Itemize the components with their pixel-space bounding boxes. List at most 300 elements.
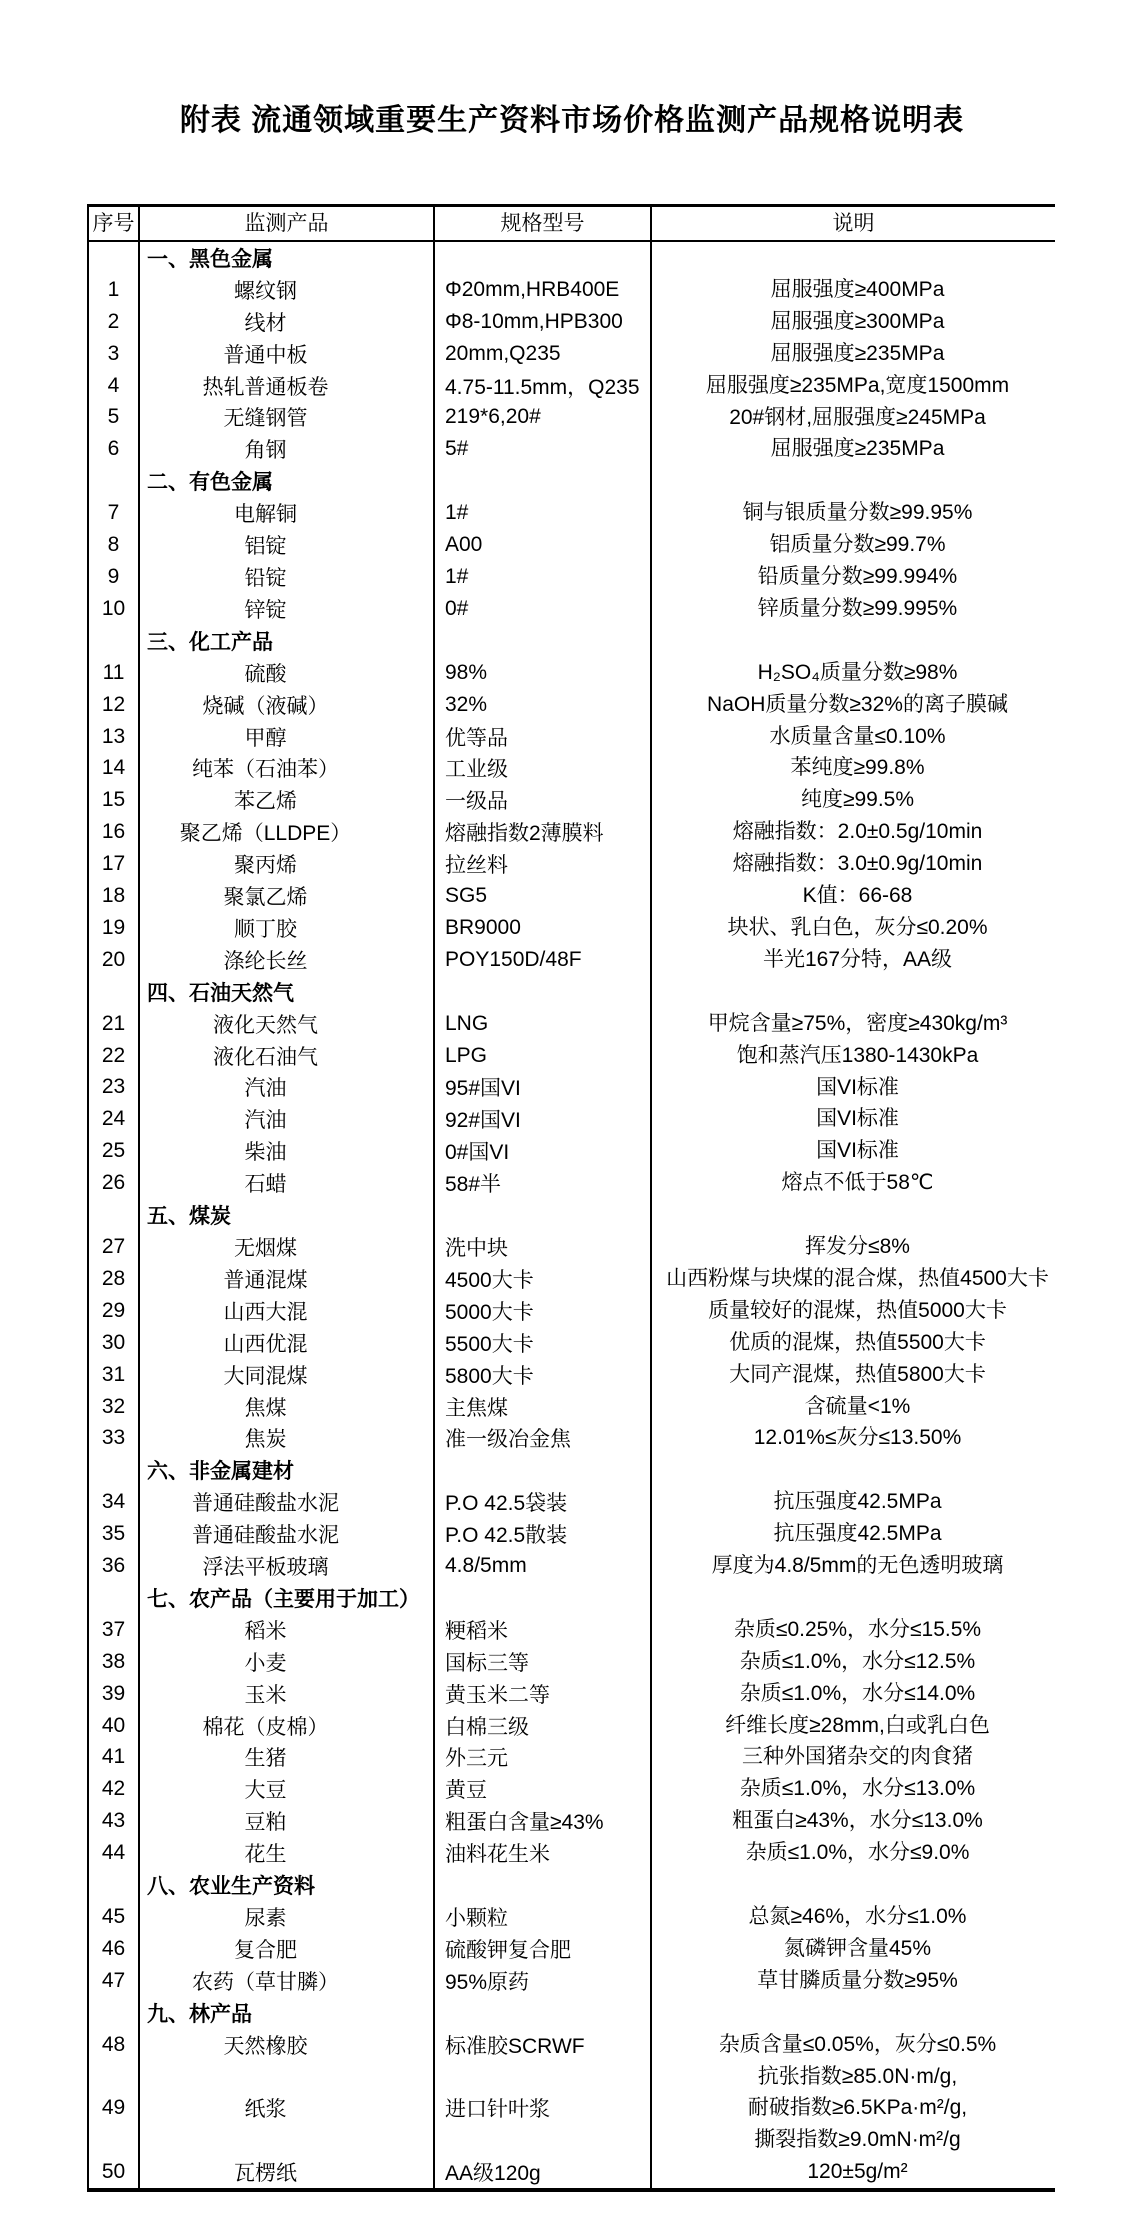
- table-row: [89, 306, 1055, 338]
- spec-cell: 进口针叶浆: [435, 2061, 652, 2157]
- table-row: [89, 1837, 1055, 1869]
- product-cell: 苯乙烯: [140, 784, 435, 816]
- table-row: [89, 1103, 1055, 1135]
- spec-cell: 0#: [435, 593, 652, 625]
- spec-cell: LNG: [435, 1008, 652, 1040]
- serial-cell: 39: [89, 1678, 140, 1710]
- description-cell: 铜与银质量分数≥99.95%: [742, 501, 973, 525]
- product-cell: 聚乙烯（LLDPE）: [140, 816, 435, 848]
- spec-cell: 4.8/5mm: [435, 1550, 652, 1582]
- spec-cell: [435, 465, 652, 497]
- spec-cell: 洗中块: [435, 1231, 652, 1263]
- spec-cell: 国标三等: [435, 1646, 652, 1678]
- serial-cell: 27: [89, 1231, 140, 1263]
- spec-cell: 1#: [435, 561, 652, 593]
- serial-cell: 1: [89, 274, 140, 306]
- product-cell: 稻米: [140, 1614, 435, 1646]
- header-product: 监测产品: [140, 207, 435, 240]
- product-cell: 纯苯（石油苯）: [140, 752, 435, 784]
- product-cell: 无缝钢管: [140, 402, 435, 434]
- section-row: [89, 242, 1055, 274]
- serial-cell: 49: [89, 2061, 140, 2157]
- spec-cell: [435, 1997, 652, 2029]
- header-serial: 序号: [89, 207, 140, 240]
- serial-cell: 6: [89, 433, 140, 465]
- header-spec: 规格型号: [435, 207, 652, 240]
- product-cell: 柴油: [140, 1135, 435, 1167]
- table-row: [89, 1231, 1055, 1263]
- serial-cell: [89, 625, 140, 657]
- product-cell: 涤纶长丝: [140, 944, 435, 976]
- spec-cell: LPG: [435, 1040, 652, 1072]
- section-row: [89, 1869, 1055, 1901]
- product-cell: 普通混煤: [140, 1263, 435, 1295]
- description-cell: 熔融指数：3.0±0.9g/10min: [732, 852, 983, 876]
- serial-cell: 25: [89, 1135, 140, 1167]
- product-cell: 汽油: [140, 1072, 435, 1104]
- table-row: [89, 912, 1055, 944]
- table-row: [89, 593, 1055, 625]
- description-cell: 屈服强度≥235MPa: [770, 437, 945, 461]
- table-row: [89, 1773, 1055, 1805]
- section-row: [89, 625, 1055, 657]
- serial-cell: 15: [89, 784, 140, 816]
- serial-cell: 33: [89, 1422, 140, 1454]
- product-cell: 角钢: [140, 433, 435, 465]
- description-cell: H₂SO₄质量分数≥98%: [757, 660, 958, 684]
- serial-cell: 45: [89, 1901, 140, 1933]
- description-cell: 20#钢材,屈服强度≥245MPa: [729, 405, 986, 429]
- table-row: [89, 1135, 1055, 1167]
- serial-cell: [89, 1199, 140, 1231]
- section-label: 九、林产品: [140, 1997, 435, 2029]
- description-cell: 挥发分≤8%: [805, 1235, 910, 1259]
- spec-cell: 主焦煤: [435, 1391, 652, 1423]
- description-cell: 杂质≤1.0%，水分≤12.5%: [739, 1649, 976, 1673]
- spec-cell: 黄豆: [435, 1773, 652, 1805]
- product-cell: 豆粕: [140, 1805, 435, 1837]
- section-label: 五、煤炭: [140, 1199, 435, 1231]
- serial-cell: 18: [89, 880, 140, 912]
- description-cell: 优质的混煤，热值5500大卡: [729, 1330, 986, 1354]
- spec-cell: 92#国VI: [435, 1103, 652, 1135]
- product-cell: 山西优混: [140, 1327, 435, 1359]
- section-label: 七、农产品（主要用于加工）: [140, 1582, 435, 1614]
- table-body: [89, 242, 1055, 2188]
- spec-cell: 20mm,Q235: [435, 338, 652, 370]
- product-cell: 线材: [140, 306, 435, 338]
- spec-cell: 优等品: [435, 721, 652, 753]
- description-cell: 铝质量分数≥99.7%: [769, 533, 946, 557]
- section-label: 二、有色金属: [140, 465, 435, 497]
- product-cell: 复合肥: [140, 1933, 435, 1965]
- table-row: [89, 274, 1055, 306]
- table-row: [89, 338, 1055, 370]
- table-row: [89, 561, 1055, 593]
- product-cell: 天然橡胶: [140, 2029, 435, 2061]
- description-cell: 半光167分特，AA级: [762, 947, 953, 971]
- serial-cell: [89, 242, 140, 274]
- description-cell: 120±5g/m²: [807, 2160, 908, 2184]
- product-cell: 玉米: [140, 1678, 435, 1710]
- product-cell: 电解铜: [140, 497, 435, 529]
- section-row: [89, 465, 1055, 497]
- product-cell: 螺纹钢: [140, 274, 435, 306]
- description-cell: 草甘膦质量分数≥95%: [757, 1968, 958, 1992]
- serial-cell: 17: [89, 848, 140, 880]
- spec-cell: [435, 976, 652, 1008]
- serial-cell: 12: [89, 689, 140, 721]
- spec-cell: 4500大卡: [435, 1263, 652, 1295]
- spec-cell: 小颗粒: [435, 1901, 652, 1933]
- description-cell: 粗蛋白≥43%，水分≤13.0%: [732, 1809, 983, 1833]
- table-row: [89, 2156, 1055, 2188]
- serial-cell: 28: [89, 1263, 140, 1295]
- spec-cell: 拉丝料: [435, 848, 652, 880]
- table-row: [89, 433, 1055, 465]
- description-cell: 三种外国猪杂交的肉食猪: [742, 1745, 973, 1769]
- section-label: 八、农业生产资料: [140, 1869, 435, 1901]
- serial-cell: 20: [89, 944, 140, 976]
- description-cell: 杂质≤0.25%，水分≤15.5%: [733, 1617, 982, 1641]
- spec-cell: A00: [435, 529, 652, 561]
- table-row: [89, 1805, 1055, 1837]
- serial-cell: 32: [89, 1391, 140, 1423]
- section-label: 六、非金属建材: [140, 1454, 435, 1486]
- serial-cell: [89, 1582, 140, 1614]
- serial-cell: 4: [89, 370, 140, 402]
- section-label: 一、黑色金属: [140, 242, 435, 274]
- serial-cell: [89, 1869, 140, 1901]
- description-cell: [652, 465, 1055, 497]
- serial-cell: 26: [89, 1167, 140, 1199]
- table-row: [89, 784, 1055, 816]
- serial-cell: 13: [89, 721, 140, 753]
- table-row: [89, 1359, 1055, 1391]
- section-row: [89, 1997, 1055, 2029]
- table-row: [89, 2029, 1055, 2061]
- description-cell: [652, 625, 1055, 657]
- description-cell: [652, 1454, 1055, 1486]
- table-row: [89, 370, 1055, 402]
- serial-cell: 16: [89, 816, 140, 848]
- product-cell: 焦煤: [140, 1391, 435, 1423]
- spec-cell: [435, 1454, 652, 1486]
- table-row: [89, 1422, 1055, 1454]
- table-row: [89, 1072, 1055, 1104]
- product-cell: 热轧普通板卷: [140, 370, 435, 402]
- spec-cell: 1#: [435, 497, 652, 529]
- table-row: [89, 1678, 1055, 1710]
- spec-cell: 外三元: [435, 1741, 652, 1773]
- product-cell: 聚丙烯: [140, 848, 435, 880]
- spec-cell: 95#国VI: [435, 1072, 652, 1104]
- spec-cell: Φ8-10mm,HPB300: [435, 306, 652, 338]
- product-cell: 瓦楞纸: [140, 2156, 435, 2188]
- serial-cell: 40: [89, 1710, 140, 1742]
- spec-cell: [435, 1199, 652, 1231]
- product-cell: 大豆: [140, 1773, 435, 1805]
- spec-cell: 粗蛋白含量≥43%: [435, 1805, 652, 1837]
- description-cell: 国VI标准: [816, 1139, 899, 1163]
- spec-cell: 5000大卡: [435, 1295, 652, 1327]
- description-cell: [652, 1582, 1055, 1614]
- description-cell: 屈服强度≥300MPa: [770, 309, 945, 333]
- spec-cell: 一级品: [435, 784, 652, 816]
- spec-cell: AA级120g: [435, 2156, 652, 2188]
- table-row: [89, 497, 1055, 529]
- serial-cell: [89, 1454, 140, 1486]
- table-row: [89, 1646, 1055, 1678]
- serial-cell: 31: [89, 1359, 140, 1391]
- spec-cell: 黄玉米二等: [435, 1678, 652, 1710]
- serial-cell: 29: [89, 1295, 140, 1327]
- spec-cell: 5#: [435, 433, 652, 465]
- product-cell: 无烟煤: [140, 1231, 435, 1263]
- serial-cell: 43: [89, 1805, 140, 1837]
- table-row: [89, 1614, 1055, 1646]
- table-row: [89, 1295, 1055, 1327]
- table-row: [89, 880, 1055, 912]
- product-cell: 山西大混: [140, 1295, 435, 1327]
- table-row: [89, 944, 1055, 976]
- product-cell: 棉花（皮棉）: [140, 1710, 435, 1742]
- description-cell: 苯纯度≥99.8%: [790, 756, 925, 780]
- description-cell: 抗压强度42.5MPa: [773, 1490, 942, 1514]
- table-row: [89, 402, 1055, 434]
- description-cell: NaOH质量分数≥32%的离子膜碱: [707, 692, 1008, 716]
- table-row: [89, 1518, 1055, 1550]
- spec-cell: 粳稻米: [435, 1614, 652, 1646]
- spec-cell: 219*6,20#: [435, 402, 652, 434]
- spec-cell: 硫酸钾复合肥: [435, 1933, 652, 1965]
- table-row: [89, 1486, 1055, 1518]
- product-cell: 铅锭: [140, 561, 435, 593]
- product-cell: 顺丁胶: [140, 912, 435, 944]
- section-row: [89, 1454, 1055, 1486]
- description-cell: 国VI标准: [816, 1075, 899, 1099]
- description-cell: 大同产混煤，热值5800大卡: [729, 1362, 986, 1386]
- spec-cell: [435, 625, 652, 657]
- header-description: 说明: [832, 212, 875, 235]
- serial-cell: 34: [89, 1486, 140, 1518]
- description-cell: [652, 976, 1055, 1008]
- description-cell: 抗压强度42.5MPa: [773, 1522, 942, 1546]
- description-cell: 杂质含量≤0.05%，灰分≤0.5%: [718, 2032, 997, 2056]
- product-cell: 液化天然气: [140, 1008, 435, 1040]
- description-cell: 国VI标准: [816, 1107, 899, 1131]
- description-cell: 杂质≤1.0%，水分≤14.0%: [739, 1681, 976, 1705]
- spec-cell: 98%: [435, 657, 652, 689]
- serial-cell: 41: [89, 1741, 140, 1773]
- description-cell: 12.01%≤灰分≤13.50%: [753, 1426, 962, 1450]
- product-cell: 普通硅酸盐水泥: [140, 1518, 435, 1550]
- product-cell: 农药（草甘膦）: [140, 1965, 435, 1997]
- product-cell: 小麦: [140, 1646, 435, 1678]
- table-row: [89, 1550, 1055, 1582]
- spec-cell: Φ20mm,HRB400E: [435, 274, 652, 306]
- spec-cell: 熔融指数2薄膜料: [435, 816, 652, 848]
- serial-cell: [89, 1997, 140, 2029]
- product-cell: 纸浆: [140, 2061, 435, 2157]
- description-cell: K值：66-68: [802, 884, 913, 908]
- table-row: [89, 1167, 1055, 1199]
- description-cell: 氮磷钾含量45%: [783, 1936, 932, 1960]
- table-row: [89, 1933, 1055, 1965]
- description-cell: 杂质≤1.0%，水分≤9.0%: [745, 1841, 970, 1865]
- product-cell: 普通硅酸盐水泥: [140, 1486, 435, 1518]
- table-row: [89, 1710, 1055, 1742]
- description-cell: 杂质≤1.0%，水分≤13.0%: [739, 1777, 976, 1801]
- spec-cell: 工业级: [435, 752, 652, 784]
- description-cell: 锌质量分数≥99.995%: [757, 596, 958, 620]
- table-row: [89, 1040, 1055, 1072]
- serial-cell: 44: [89, 1837, 140, 1869]
- product-cell: 硫酸: [140, 657, 435, 689]
- table-row: [89, 1327, 1055, 1359]
- description-cell: 厚度为4.8/5mm的无色透明玻璃: [711, 1554, 1004, 1578]
- description-cell: 铅质量分数≥99.994%: [757, 565, 958, 589]
- description-cell: 水质量含量≤0.10%: [769, 724, 946, 748]
- spec-table: [87, 204, 1055, 2192]
- serial-cell: 7: [89, 497, 140, 529]
- product-cell: 大同混煤: [140, 1359, 435, 1391]
- product-cell: 铝锭: [140, 529, 435, 561]
- product-cell: 石蜡: [140, 1167, 435, 1199]
- table-row: [89, 657, 1055, 689]
- description-cell: [652, 242, 1055, 274]
- table-row: [89, 721, 1055, 753]
- description-cell: 屈服强度≥400MPa: [770, 277, 945, 301]
- product-cell: 生猪: [140, 1741, 435, 1773]
- table-row: [89, 689, 1055, 721]
- spec-cell: POY150D/48F: [435, 944, 652, 976]
- page-title: 附表 流通领域重要生产资料市场价格监测产品规格说明表: [179, 104, 965, 137]
- spec-cell: [435, 1869, 652, 1901]
- description-cell: 熔点不低于58℃: [781, 1171, 934, 1195]
- section-row: [89, 1582, 1055, 1614]
- section-label: 四、石油天然气: [140, 976, 435, 1008]
- serial-cell: 22: [89, 1040, 140, 1072]
- serial-cell: 37: [89, 1614, 140, 1646]
- product-cell: 焦炭: [140, 1422, 435, 1454]
- product-cell: 液化石油气: [140, 1040, 435, 1072]
- description-cell: [652, 1199, 1055, 1231]
- spec-cell: 95%原药: [435, 1965, 652, 1997]
- serial-cell: 46: [89, 1933, 140, 1965]
- description-cell: 屈服强度≥235MPa: [770, 341, 945, 365]
- table-row: [89, 1965, 1055, 1997]
- table-row: [89, 1391, 1055, 1423]
- serial-cell: [89, 976, 140, 1008]
- description-cell: 山西粉煤与块煤的混合煤，热值4500大卡: [666, 1266, 1049, 1290]
- table-row: [89, 1008, 1055, 1040]
- section-row: [89, 1199, 1055, 1231]
- serial-cell: 42: [89, 1773, 140, 1805]
- serial-cell: 35: [89, 1518, 140, 1550]
- description-cell: 总氮≥46%，水分≤1.0%: [748, 1905, 967, 1928]
- table-row: [89, 2061, 1055, 2157]
- serial-cell: [89, 465, 140, 497]
- spec-cell: 32%: [435, 689, 652, 721]
- serial-cell: 11: [89, 657, 140, 689]
- description-cell: 块状、乳白色，灰分≤0.20%: [727, 915, 988, 939]
- serial-cell: 2: [89, 306, 140, 338]
- description-cell: 甲烷含量≥75%，密度≥430kg/m³: [707, 1011, 1008, 1035]
- product-cell: 浮法平板玻璃: [140, 1550, 435, 1582]
- serial-cell: 10: [89, 593, 140, 625]
- table-row: [89, 1901, 1055, 1933]
- product-cell: 锌锭: [140, 593, 435, 625]
- description-cell: 饱和蒸汽压1380-1430kPa: [736, 1043, 979, 1067]
- spec-cell: [435, 242, 652, 274]
- table-row: [89, 529, 1055, 561]
- product-cell: 尿素: [140, 1901, 435, 1933]
- serial-cell: 47: [89, 1965, 140, 1997]
- description-cell: 纯度≥99.5%: [800, 788, 915, 812]
- serial-cell: 19: [89, 912, 140, 944]
- table-header-row: [89, 207, 1055, 242]
- spec-cell: 0#国VI: [435, 1135, 652, 1167]
- description-cell: 纤维长度≥28mm,白或乳白色: [725, 1713, 990, 1737]
- serial-cell: 8: [89, 529, 140, 561]
- serial-cell: 3: [89, 338, 140, 370]
- serial-cell: 14: [89, 752, 140, 784]
- product-cell: 甲醇: [140, 721, 435, 753]
- spec-cell: P.O 42.5散装: [435, 1518, 652, 1550]
- serial-cell: 23: [89, 1072, 140, 1104]
- spec-cell: P.O 42.5袋装: [435, 1486, 652, 1518]
- table-row: [89, 848, 1055, 880]
- description-cell: 屈服强度≥235MPa,宽度1500mm: [705, 373, 1010, 397]
- description-cell: 含硫量<1%: [804, 1394, 911, 1418]
- product-cell: 汽油: [140, 1103, 435, 1135]
- spec-cell: 标准胶SCRWF: [435, 2029, 652, 2061]
- spec-cell: 58#半: [435, 1167, 652, 1199]
- serial-cell: 36: [89, 1550, 140, 1582]
- table-row: [89, 1263, 1055, 1295]
- product-cell: 花生: [140, 1837, 435, 1869]
- table-row: [89, 816, 1055, 848]
- product-cell: 普通中板: [140, 338, 435, 370]
- serial-cell: 30: [89, 1327, 140, 1359]
- serial-cell: 38: [89, 1646, 140, 1678]
- spec-cell: SG5: [435, 880, 652, 912]
- spec-cell: 油料花生米: [435, 1837, 652, 1869]
- description-cell: [652, 1997, 1055, 2029]
- serial-cell: 50: [89, 2156, 140, 2188]
- spec-cell: 5800大卡: [435, 1359, 652, 1391]
- serial-cell: 48: [89, 2029, 140, 2061]
- spec-cell: [435, 1582, 652, 1614]
- spec-cell: 5500大卡: [435, 1327, 652, 1359]
- serial-cell: 9: [89, 561, 140, 593]
- product-cell: 烧碱（液碱）: [140, 689, 435, 721]
- spec-cell: BR9000: [435, 912, 652, 944]
- spec-cell: 4.75-11.5mm，Q235: [435, 370, 652, 402]
- serial-cell: 5: [89, 402, 140, 434]
- spec-cell: 准一级冶金焦: [435, 1422, 652, 1454]
- product-cell: 聚氯乙烯: [140, 880, 435, 912]
- section-label: 三、化工产品: [140, 625, 435, 657]
- description-cell: 熔融指数：2.0±0.5g/10min: [732, 820, 983, 844]
- description-cell: 抗张指数≥85.0N·m/g, 耐破指数≥6.5KPa·m²/g, 撕裂指数≥9.0mN·m²/g: [747, 2064, 968, 2152]
- table-row: [89, 752, 1055, 784]
- description-cell: 质量较好的混煤，热值5000大卡: [708, 1298, 1007, 1322]
- description-cell: [652, 1869, 1055, 1901]
- serial-cell: 24: [89, 1103, 140, 1135]
- spec-cell: 白棉三级: [435, 1710, 652, 1742]
